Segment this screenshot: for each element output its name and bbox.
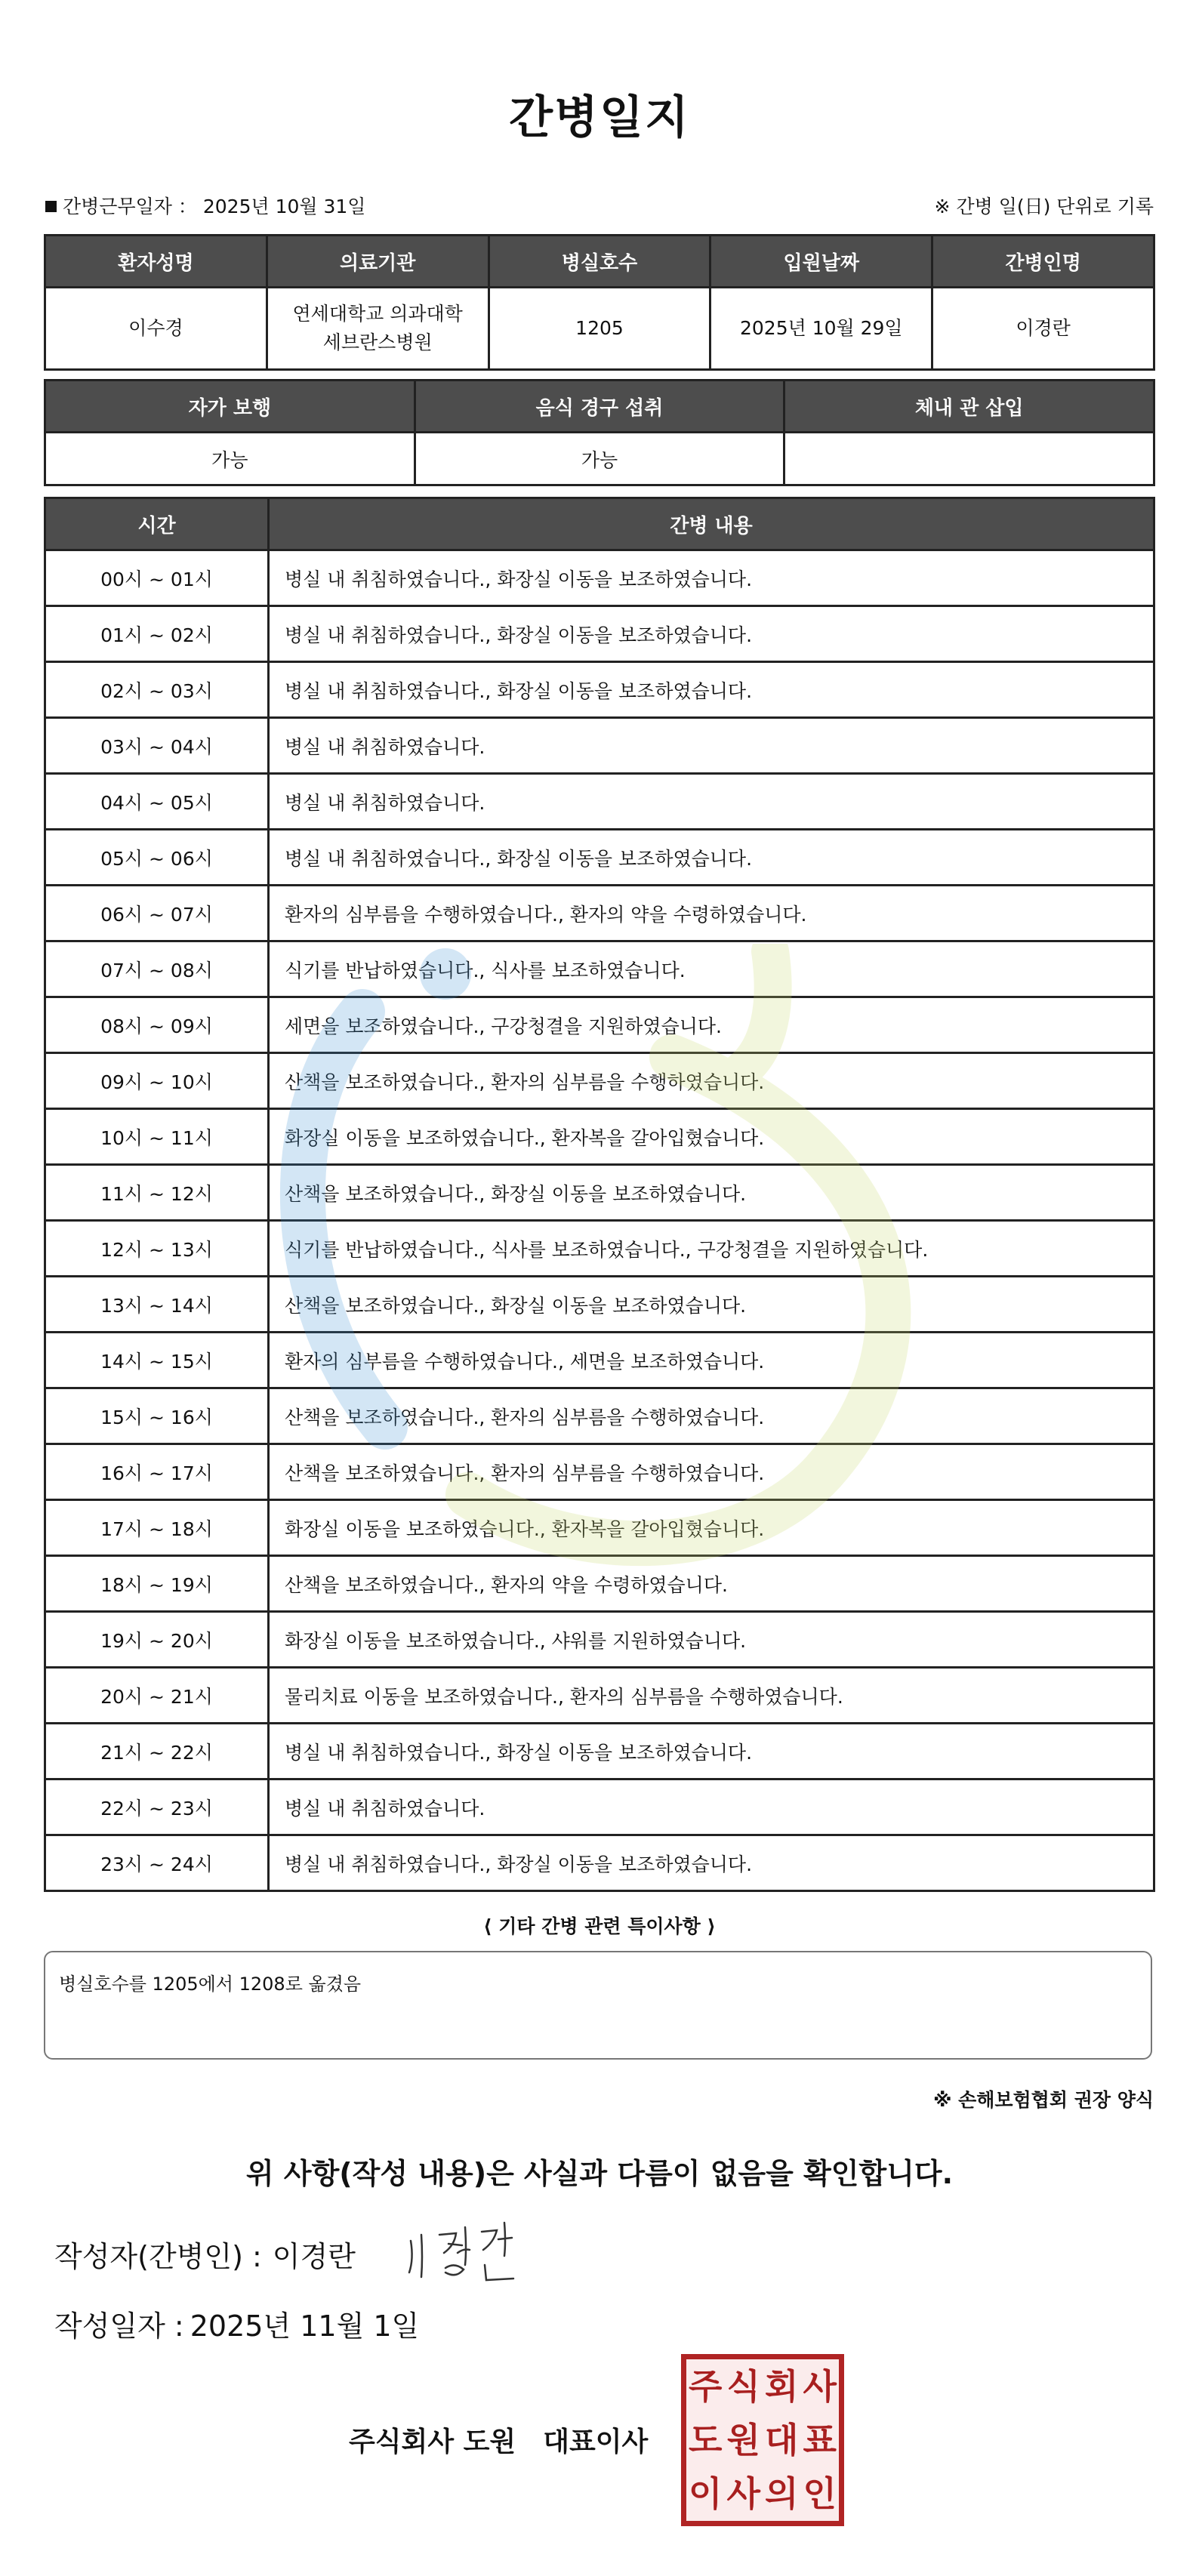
time-cell: 01시 ~ 02시	[45, 606, 269, 662]
table-row	[45, 1388, 1154, 1444]
table-row	[45, 1668, 1154, 1724]
table-row	[45, 1444, 1154, 1500]
content-cell: 산책을 보조하였습니다., 환자의 심부름을 수행하였습니다.	[269, 1053, 1154, 1109]
table-row	[45, 550, 1154, 606]
seal-char: 사	[726, 2473, 760, 2515]
seal-char: 사	[803, 2365, 837, 2407]
seal-char: 대	[765, 2419, 799, 2460]
writer-line	[54, 2233, 356, 2275]
record-note: ※ 간병 일(日) 단위로 기록	[934, 196, 1154, 217]
seal-char: 원	[726, 2419, 760, 2460]
time-cell: 17시 ~ 18시	[45, 1500, 269, 1556]
content-cell: 산책을 보조하였습니다., 환자의 심부름을 수행하였습니다.	[269, 1388, 1154, 1444]
table-row	[45, 662, 1154, 718]
table-row	[45, 886, 1154, 941]
content-cell: 병실 내 취침하였습니다.	[269, 718, 1154, 774]
content-cell: 산책을 보조하였습니다., 화장실 이동을 보조하였습니다.	[269, 1165, 1154, 1221]
header-tube-insertion: 체내 관 삽입	[784, 381, 1154, 433]
confirmation-statement: 위 사항(작성 내용)은 사실과 다름이 없음을 확인합니다.	[245, 2157, 954, 2190]
signature-stroke	[409, 2235, 422, 2277]
written-date-line	[54, 2303, 419, 2344]
content-cell: 병실 내 취침하였습니다.	[269, 1779, 1154, 1835]
table-row	[45, 1724, 1154, 1779]
time-cell: 06시 ~ 07시	[45, 886, 269, 941]
seal-char: 식	[726, 2365, 760, 2407]
time-cell: 13시 ~ 14시	[45, 1277, 269, 1333]
time-cell: 00시 ~ 01시	[45, 550, 269, 606]
table-row	[45, 718, 1154, 774]
company-rep-title: 대표이사	[543, 2427, 649, 2457]
time-cell: 22시 ~ 23시	[45, 1779, 269, 1835]
square-bullet-icon	[45, 201, 57, 212]
table-row	[45, 606, 1154, 662]
written-date-value: 2025년 11월 1일	[190, 2309, 420, 2343]
written-date-label: 작성일자 :	[54, 2309, 184, 2343]
work-date-label: 간병근무일자 ：	[63, 196, 197, 217]
signature-stroke	[482, 2223, 513, 2280]
recommend-note: ※ 손해보험협회 권장 양식	[933, 2089, 1154, 2111]
tube-insertion-value	[784, 433, 1154, 485]
header-walking: 자가 보행	[45, 381, 415, 433]
patient-status-table	[44, 379, 1155, 486]
hospital-line1: 연세대학교 의과대학	[292, 303, 463, 325]
caregiver-name: 이경란	[932, 288, 1154, 370]
table-row	[45, 1556, 1154, 1612]
content-cell: 병실 내 취침하였습니다., 화장실 이동을 보조하였습니다.	[269, 830, 1154, 886]
care-log-table	[44, 497, 1155, 1892]
content-cell: 식기를 반납하였습니다., 식사를 보조하였습니다., 구강청결을 지원하였습니다.	[269, 1221, 1154, 1277]
time-cell: 21시 ~ 22시	[45, 1724, 269, 1779]
hospital	[267, 288, 489, 370]
content-cell: 병실 내 취침하였습니다., 화장실 이동을 보조하였습니다.	[269, 606, 1154, 662]
header-oral-intake: 음식 경구 섭취	[415, 381, 784, 433]
content-cell: 병실 내 취침하였습니다.	[269, 774, 1154, 830]
walking-value: 가능	[45, 433, 415, 485]
time-cell: 16시 ~ 17시	[45, 1444, 269, 1500]
time-cell: 05시 ~ 06시	[45, 830, 269, 886]
special-notes-text: 병실호수를 1205에서 1208로 옮겼음	[59, 1974, 362, 1995]
seal-char: 주	[689, 2365, 723, 2407]
table-row	[45, 1779, 1154, 1835]
log-header-row	[45, 498, 1154, 550]
content-cell: 병실 내 취침하였습니다., 화장실 이동을 보조하였습니다.	[269, 662, 1154, 718]
header-caregiver: 간병인명	[932, 236, 1154, 288]
table-row	[45, 1612, 1154, 1668]
writer-label: 작성자(간병인) :	[54, 2240, 262, 2273]
content-cell: 환자의 심부름을 수행하였습니다., 세면을 보조하였습니다.	[269, 1333, 1154, 1388]
table-row	[45, 1277, 1154, 1333]
table-row	[45, 1333, 1154, 1388]
meta-row	[45, 190, 1154, 220]
patient-value-row	[45, 288, 1154, 370]
seal-char: 인	[803, 2473, 837, 2515]
header-patient-name: 환자성명	[45, 236, 267, 288]
patient-name: 이수경	[45, 288, 267, 370]
work-date-value: 2025년 10월 31일	[202, 196, 366, 217]
seal-char: 이	[689, 2473, 723, 2515]
time-cell: 11시 ~ 12시	[45, 1165, 269, 1221]
work-date	[45, 192, 371, 219]
table-row	[45, 1165, 1154, 1221]
content-cell: 환자의 심부름을 수행하였습니다., 환자의 약을 수령하였습니다.	[269, 886, 1154, 941]
content-cell: 산책을 보조하였습니다., 환자의 약을 수령하였습니다.	[269, 1556, 1154, 1612]
content-cell: 세면을 보조하였습니다., 구강청결을 지원하였습니다.	[269, 997, 1154, 1053]
status-header-row	[45, 381, 1154, 433]
table-row	[45, 830, 1154, 886]
content-cell: 산책을 보조하였습니다., 환자의 심부름을 수행하였습니다.	[269, 1444, 1154, 1500]
content-cell: 물리치료 이동을 보조하였습니다., 환자의 심부름을 수행하였습니다.	[269, 1668, 1154, 1724]
table-row	[45, 1835, 1154, 1891]
special-notes-title: ⟨ 기타 간병 관련 특이사항 ⟩	[483, 1915, 716, 1937]
table-row	[45, 1109, 1154, 1165]
content-cell: 식기를 반납하였습니다., 식사를 보조하였습니다.	[269, 941, 1154, 997]
time-cell: 10시 ~ 11시	[45, 1109, 269, 1165]
table-row	[45, 1500, 1154, 1556]
status-value-row	[45, 433, 1154, 485]
time-cell: 18시 ~ 19시	[45, 1556, 269, 1612]
table-row	[45, 1053, 1154, 1109]
header-admission-date: 입원날짜	[710, 236, 932, 288]
time-cell: 20시 ~ 21시	[45, 1668, 269, 1724]
time-cell: 15시 ~ 16시	[45, 1388, 269, 1444]
oral-intake-value: 가능	[415, 433, 784, 485]
content-cell: 산책을 보조하였습니다., 화장실 이동을 보조하였습니다.	[269, 1277, 1154, 1333]
company-seal	[681, 2354, 844, 2526]
page-title: 간병일지	[509, 91, 690, 144]
table-row	[45, 997, 1154, 1053]
company-line	[349, 2420, 648, 2459]
seal-char: 표	[803, 2419, 837, 2460]
patient-header-row	[45, 236, 1154, 288]
time-cell: 02시 ~ 03시	[45, 662, 269, 718]
patient-info-table	[44, 234, 1155, 371]
content-cell: 병실 내 취침하였습니다., 화장실 이동을 보조하였습니다.	[269, 1724, 1154, 1779]
table-row	[45, 941, 1154, 997]
time-cell: 07시 ~ 08시	[45, 941, 269, 997]
header-hospital: 의료기관	[267, 236, 489, 288]
time-cell: 12시 ~ 13시	[45, 1221, 269, 1277]
seal-char: 회	[765, 2365, 799, 2407]
time-cell: 03시 ~ 04시	[45, 718, 269, 774]
table-row	[45, 1221, 1154, 1277]
content-cell: 병실 내 취침하였습니다., 화장실 이동을 보조하였습니다.	[269, 550, 1154, 606]
header-room: 병실호수	[489, 236, 710, 288]
hospital-line2: 세브란스병원	[322, 331, 433, 353]
signature-stroke	[439, 2227, 470, 2275]
table-row	[45, 774, 1154, 830]
content-cell: 병실 내 취침하였습니다., 화장실 이동을 보조하였습니다.	[269, 1835, 1154, 1891]
content-cell: 화장실 이동을 보조하였습니다., 환자복을 갈아입혔습니다.	[269, 1109, 1154, 1165]
handwritten-signature	[400, 2212, 529, 2288]
time-cell: 08시 ~ 09시	[45, 997, 269, 1053]
time-cell: 09시 ~ 10시	[45, 1053, 269, 1109]
content-cell: 화장실 이동을 보조하였습니다., 환자복을 갈아입혔습니다.	[269, 1500, 1154, 1556]
writer-name: 이경란	[272, 2240, 356, 2273]
admission-date: 2025년 10월 29일	[710, 288, 932, 370]
time-cell: 23시 ~ 24시	[45, 1835, 269, 1891]
header-care-content: 간병 내용	[269, 498, 1154, 550]
seal-char: 의	[765, 2473, 799, 2515]
seal-char: 도	[689, 2419, 723, 2460]
special-notes-box	[44, 1951, 1152, 2060]
time-cell: 19시 ~ 20시	[45, 1612, 269, 1668]
company-name: 주식회사 도원	[349, 2427, 516, 2457]
header-time: 시간	[45, 498, 269, 550]
time-cell: 04시 ~ 05시	[45, 774, 269, 830]
room-number: 1205	[489, 288, 710, 370]
time-cell: 14시 ~ 15시	[45, 1333, 269, 1388]
content-cell: 화장실 이동을 보조하였습니다., 샤워를 지원하였습니다.	[269, 1612, 1154, 1668]
